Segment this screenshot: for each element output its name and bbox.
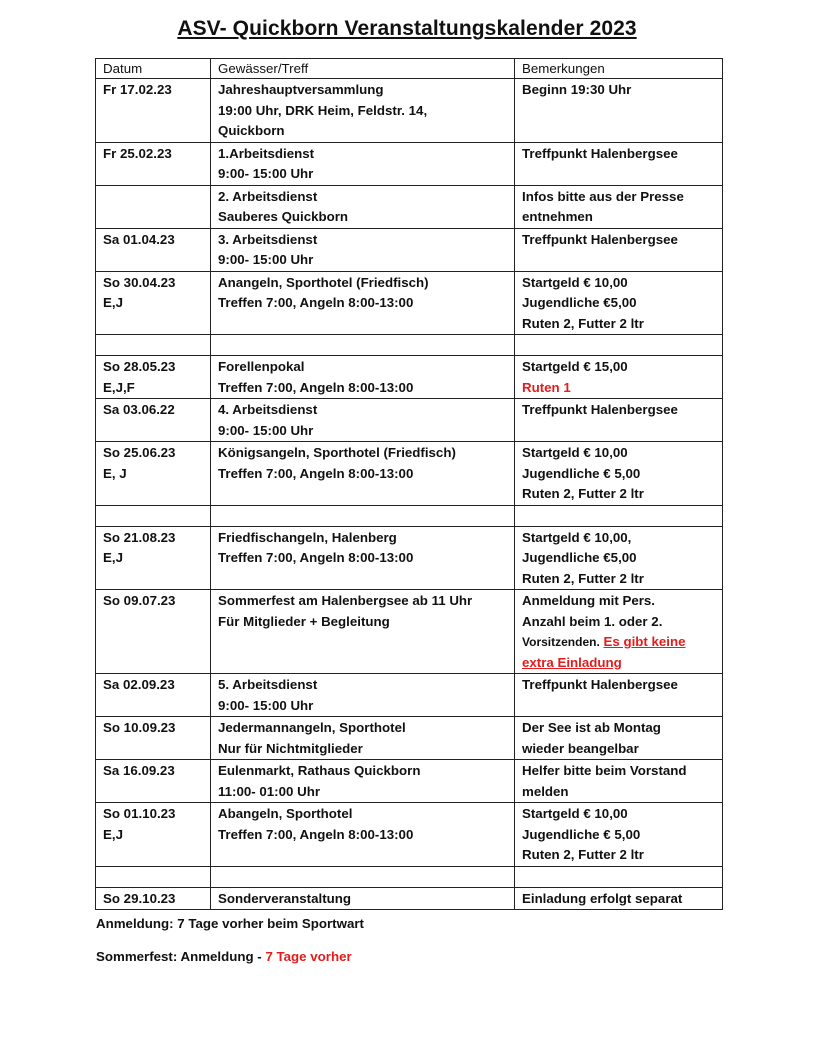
date-cell bbox=[96, 185, 211, 228]
date-cell: So 25.06.23 E, J bbox=[96, 442, 211, 506]
remarks-cell: Startgeld € 10,00 Jugendliche €5,00 Ruten 2, Futter 2 ltr bbox=[515, 271, 723, 335]
highlight-text: extra Einladung bbox=[522, 654, 622, 670]
table-row bbox=[96, 442, 723, 506]
venue-cell: Sonderveranstaltung bbox=[211, 887, 515, 910]
venue-cell: 5. Arbeitsdienst 9:00- 15:00 Uhr bbox=[211, 674, 515, 717]
venue-cell: 4. Arbeitsdienst 9:00- 15:00 Uhr bbox=[211, 399, 515, 442]
table-row bbox=[96, 79, 723, 143]
table-row bbox=[96, 803, 723, 867]
remarks-cell: Der See ist ab Montag wieder beangelbar bbox=[515, 717, 723, 760]
table-row bbox=[96, 356, 723, 399]
remarks-cell: Infos bitte aus der Presse entnehmen bbox=[515, 185, 723, 228]
header-gewaesser: Gewässer/Treff bbox=[211, 59, 515, 79]
footer-registration-note: Anmeldung: 7 Tage vorher beim Sportwart bbox=[96, 916, 364, 931]
header-bemerkungen: Bemerkungen bbox=[515, 59, 723, 79]
remarks-cell: Helfer bitte beim Vorstand melden bbox=[515, 760, 723, 803]
header-datum: Datum bbox=[96, 59, 211, 79]
table-row bbox=[96, 271, 723, 335]
date-cell: So 09.07.23 bbox=[96, 590, 211, 674]
highlight-text: 7 Tage vorher bbox=[265, 949, 352, 964]
empty-row bbox=[96, 866, 723, 887]
event-calendar-table bbox=[95, 58, 723, 910]
date-cell: Sa 16.09.23 bbox=[96, 760, 211, 803]
venue-cell: Eulenmarkt, Rathaus Quickborn 11:00- 01:00 Uhr bbox=[211, 760, 515, 803]
remarks-cell: Treffpunkt Halenbergsee bbox=[515, 228, 723, 271]
highlight-text: Es gibt keine bbox=[603, 634, 686, 649]
empty-row bbox=[96, 335, 723, 356]
remarks-cell: Startgeld € 15,00 Ruten 1 bbox=[515, 356, 723, 399]
date-cell: So 30.04.23 E,J bbox=[96, 271, 211, 335]
date-cell: So 01.10.23 E,J bbox=[96, 803, 211, 867]
table-row bbox=[96, 887, 723, 910]
date-cell: So 28.05.23 E,J,F bbox=[96, 356, 211, 399]
venue-cell: Jedermannangeln, Sporthotel Nur für Nichtmitglieder bbox=[211, 717, 515, 760]
remarks-cell: Startgeld € 10,00 Jugendliche € 5,00 Ruten 2, Futter 2 ltr bbox=[515, 442, 723, 506]
table-row bbox=[96, 185, 723, 228]
remarks-cell: Beginn 19:30 Uhr bbox=[515, 79, 723, 143]
table-row bbox=[96, 717, 723, 760]
date-cell: So 29.10.23 bbox=[96, 887, 211, 910]
remarks-cell: Treffpunkt Halenbergsee bbox=[515, 399, 723, 442]
table-row bbox=[96, 674, 723, 717]
venue-cell: 1.Arbeitsdienst 9:00- 15:00 Uhr bbox=[211, 142, 515, 185]
footer-summer-fest-note: Sommerfest: Anmeldung - 7 Tage vorher bbox=[96, 949, 352, 964]
date-cell: Sa 02.09.23 bbox=[96, 674, 211, 717]
venue-cell: 2. Arbeitsdienst Sauberes Quickborn bbox=[211, 185, 515, 228]
empty-row bbox=[96, 505, 723, 526]
remarks-cell: Anmeldung mit Pers. Anzahl beim 1. oder 2. Vorsitzenden. Es gibt keine extra Einladung bbox=[515, 590, 723, 674]
remarks-cell: Startgeld € 10,00, Jugendliche €5,00 Ruten 2, Futter 2 ltr bbox=[515, 526, 723, 590]
venue-cell: Friedfischangeln, Halenberg Treffen 7:00, Angeln 8:00-13:00 bbox=[211, 526, 515, 590]
remarks-cell: Einladung erfolgt separat bbox=[515, 887, 723, 910]
date-cell: So 10.09.23 bbox=[96, 717, 211, 760]
table-header-row bbox=[96, 59, 723, 79]
date-cell: Fr 25.02.23 bbox=[96, 142, 211, 185]
table-row bbox=[96, 142, 723, 185]
table-row bbox=[96, 526, 723, 590]
table-row bbox=[96, 590, 723, 674]
page-title: ASV- Quickborn Veranstaltungskalender 2023 bbox=[177, 17, 637, 40]
remarks-cell: Treffpunkt Halenbergsee bbox=[515, 674, 723, 717]
remarks-cell: Startgeld € 10,00 Jugendliche € 5,00 Ruten 2, Futter 2 ltr bbox=[515, 803, 723, 867]
venue-cell: Jahreshauptversammlung 19:00 Uhr, DRK Heim, Feldstr. 14, Quickborn bbox=[211, 79, 515, 143]
date-cell: Sa 01.04.23 bbox=[96, 228, 211, 271]
highlight-text: Ruten 1 bbox=[522, 379, 571, 395]
venue-cell: Königsangeln, Sporthotel (Friedfisch) Treffen 7:00, Angeln 8:00-13:00 bbox=[211, 442, 515, 506]
table-row bbox=[96, 399, 723, 442]
venue-cell: Anangeln, Sporthotel (Friedfisch) Treffen 7:00, Angeln 8:00-13:00 bbox=[211, 271, 515, 335]
table-row bbox=[96, 760, 723, 803]
date-cell: Sa 03.06.22 bbox=[96, 399, 211, 442]
venue-cell: Sommerfest am Halenbergsee ab 11 Uhr Für Mitglieder + Begleitung bbox=[211, 590, 515, 674]
table-row bbox=[96, 228, 723, 271]
venue-cell: 3. Arbeitsdienst 9:00- 15:00 Uhr bbox=[211, 228, 515, 271]
venue-cell: Abangeln, Sporthotel Treffen 7:00, Angeln 8:00-13:00 bbox=[211, 803, 515, 867]
date-cell: So 21.08.23 E,J bbox=[96, 526, 211, 590]
remarks-cell: Treffpunkt Halenbergsee bbox=[515, 142, 723, 185]
date-cell: Fr 17.02.23 bbox=[96, 79, 211, 143]
venue-cell: Forellenpokal Treffen 7:00, Angeln 8:00-13:00 bbox=[211, 356, 515, 399]
